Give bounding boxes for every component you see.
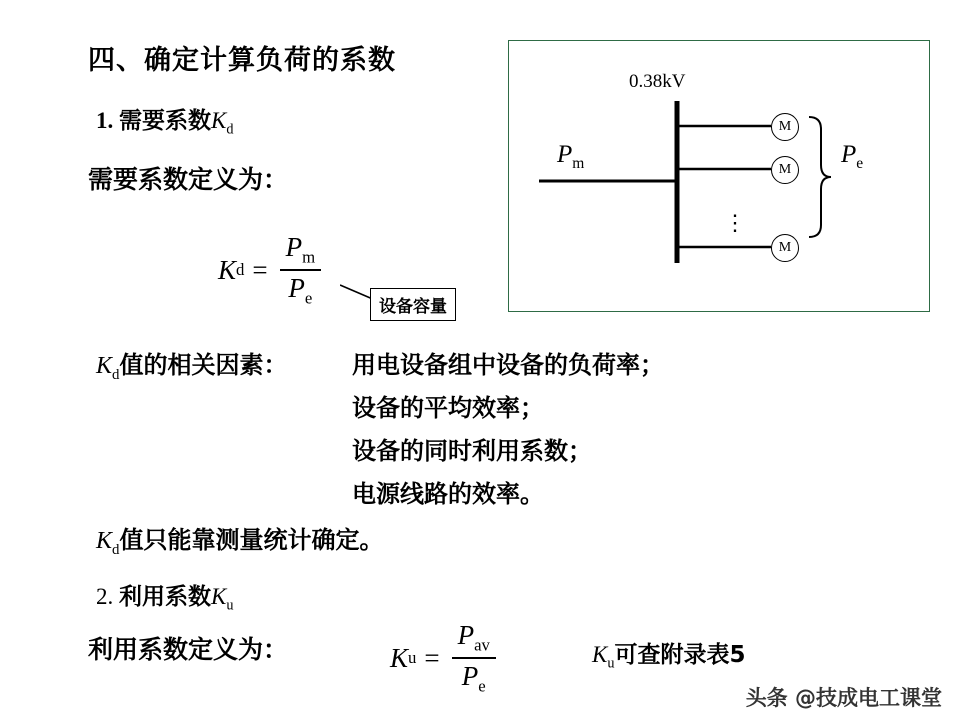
formula-kd-denominator <box>282 273 318 308</box>
group-power-symbol: P <box>841 141 857 168</box>
source-power-label <box>557 141 584 173</box>
group-power-label <box>841 141 863 173</box>
motor-icon: M <box>771 234 799 262</box>
formula-kd-numerator-sub: m <box>302 247 316 267</box>
fraction-bar <box>280 269 322 271</box>
formula-kd-denominator-sub: e <box>304 288 313 308</box>
section-1-symbol-sub: d <box>226 121 234 138</box>
factor-item: 用电设备组中设备的负荷率； <box>352 351 664 379</box>
section-2-label: 利用系数 <box>119 584 211 610</box>
watermark: 头条 @技成电工课堂 <box>745 686 942 710</box>
ku-note-symbol-sub: u <box>607 655 615 672</box>
formula-ku-numerator-sub: av <box>474 635 490 655</box>
circuit-diagram <box>508 40 930 312</box>
section-1-symbol: K <box>211 108 227 133</box>
formula-ku-numerator-sym: P <box>457 620 475 650</box>
formula-ku-numerator <box>452 620 496 655</box>
factors-heading-symbol-sub: d <box>112 366 120 383</box>
motor-icon: M <box>771 156 799 184</box>
formula-ku-denominator-sym: P <box>461 661 479 692</box>
formula-kd-equals: = <box>252 254 268 285</box>
factor-item: 设备的平均效率； <box>352 394 544 422</box>
ku-note-symbol: K <box>592 642 608 667</box>
formula-kd-denominator-sym: P <box>288 273 305 304</box>
section-1-number: 1. <box>96 108 114 133</box>
factor-item: 设备的同时利用系数； <box>352 437 592 465</box>
section-2-number: 2. <box>96 584 114 609</box>
section-2-symbol: K <box>211 584 227 609</box>
formula-kd <box>218 232 325 309</box>
factor-item: 电源线路的效率。 <box>352 480 544 508</box>
section-2-heading <box>96 578 233 615</box>
ku-note <box>592 636 745 673</box>
source-power-symbol: P <box>557 141 573 168</box>
callout-equipment-capacity: 设备容量 <box>370 288 456 321</box>
formula-ku-lhs-sub: u <box>408 648 417 668</box>
group-power-sub: e <box>856 155 864 172</box>
factors-heading-symbol: K <box>96 353 113 379</box>
vertical-dots-icon: ⋮ <box>724 210 746 235</box>
fraction-bar <box>452 657 496 659</box>
formula-ku-lhs: K <box>390 642 409 673</box>
kd-note-text: 值只能靠测量统计确定。 <box>119 526 384 554</box>
kd-note <box>96 520 383 559</box>
section-2-symbol-sub: u <box>226 597 234 614</box>
formula-ku <box>390 620 500 697</box>
formula-kd-fraction <box>280 232 322 309</box>
factors-heading-text: 值的相关因素： <box>119 351 288 379</box>
formula-kd-numerator-sym: P <box>285 232 303 262</box>
factors-heading <box>96 345 287 384</box>
formula-ku-denominator-sub: e <box>478 676 486 696</box>
formula-ku-equals: = <box>424 642 440 673</box>
kd-note-symbol: K <box>96 528 113 554</box>
section-1-label: 需要系数 <box>119 108 211 134</box>
section-1-heading <box>96 102 233 139</box>
voltage-label: 0.38kV <box>629 71 686 92</box>
diagram-lines <box>509 41 929 311</box>
source-power-sub: m <box>572 155 585 172</box>
formula-kd-numerator <box>280 232 322 267</box>
ku-note-text: 可查附录表5 <box>614 642 746 668</box>
kd-note-symbol-sub: d <box>112 541 120 558</box>
motor-icon: M <box>771 113 799 141</box>
formula-kd-lhs: K <box>218 254 237 285</box>
formula-ku-denominator <box>456 661 492 696</box>
formula-kd-lhs-sub: d <box>236 260 245 280</box>
section-1-definition-line: 需要系数定义为： <box>88 165 289 194</box>
section-2-definition-line: 利用系数定义为： <box>88 635 289 664</box>
formula-ku-fraction <box>452 620 496 697</box>
page-title: 四、确定计算负荷的系数 <box>88 45 396 76</box>
